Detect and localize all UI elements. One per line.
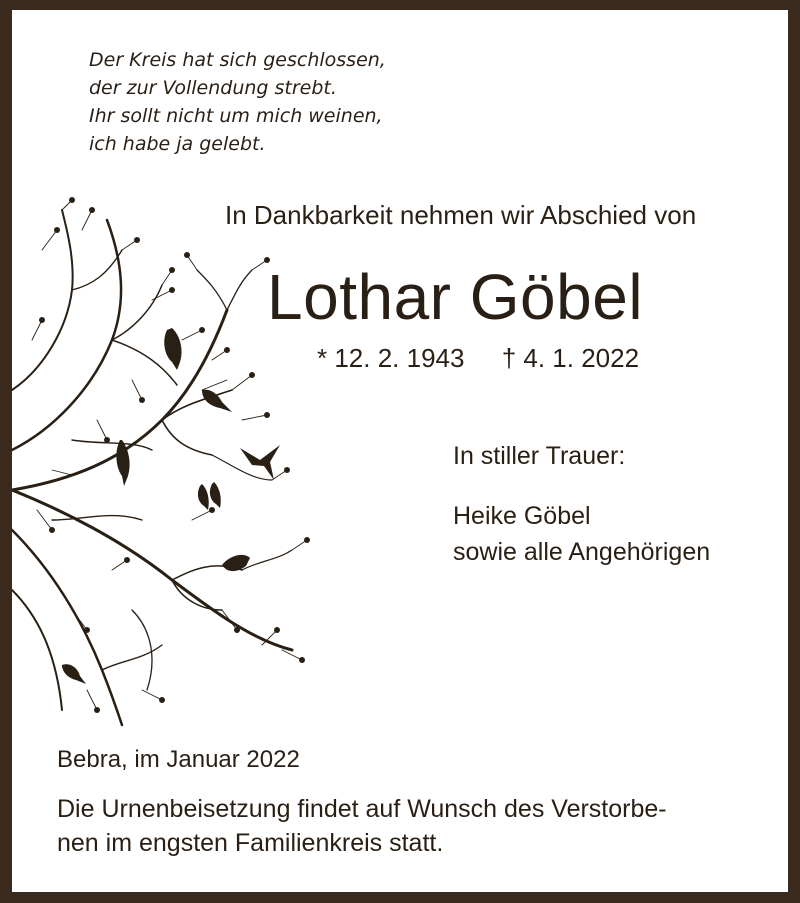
- death-date: † 4. 1. 2022: [501, 343, 640, 373]
- place-date: Bebra, im Januar 2022: [57, 746, 300, 773]
- poem-line: Ihr sollt nicht um mich weinen,: [89, 105, 383, 127]
- mourners-list: [453, 498, 710, 570]
- poem-line: der zur Vollendung strebt.: [89, 77, 337, 99]
- deceased-name: Lothar Göbel: [267, 261, 644, 333]
- mourning-label: In stiller Trauer:: [453, 442, 626, 470]
- mourner-line: Heike Göbel: [453, 502, 591, 530]
- birth-date: * 12. 2. 1943: [317, 343, 465, 373]
- intro-text: In Dankbarkeit nehmen wir Abschied von: [225, 200, 697, 230]
- obituary-card: [12, 10, 788, 892]
- note-line: nen im engsten Familienkreis statt.: [57, 829, 444, 857]
- poem-line: Der Kreis hat sich geschlossen,: [89, 49, 386, 71]
- poem-line: ich habe ja gelebt.: [89, 133, 266, 155]
- life-dates: [317, 343, 639, 374]
- mourner-line: sowie alle Angehörigen: [453, 538, 711, 566]
- note-line: Die Urnenbeisetzung findet auf Wunsch des Verstorbe-: [57, 795, 667, 823]
- funeral-note: [57, 792, 667, 860]
- poem: [89, 46, 386, 158]
